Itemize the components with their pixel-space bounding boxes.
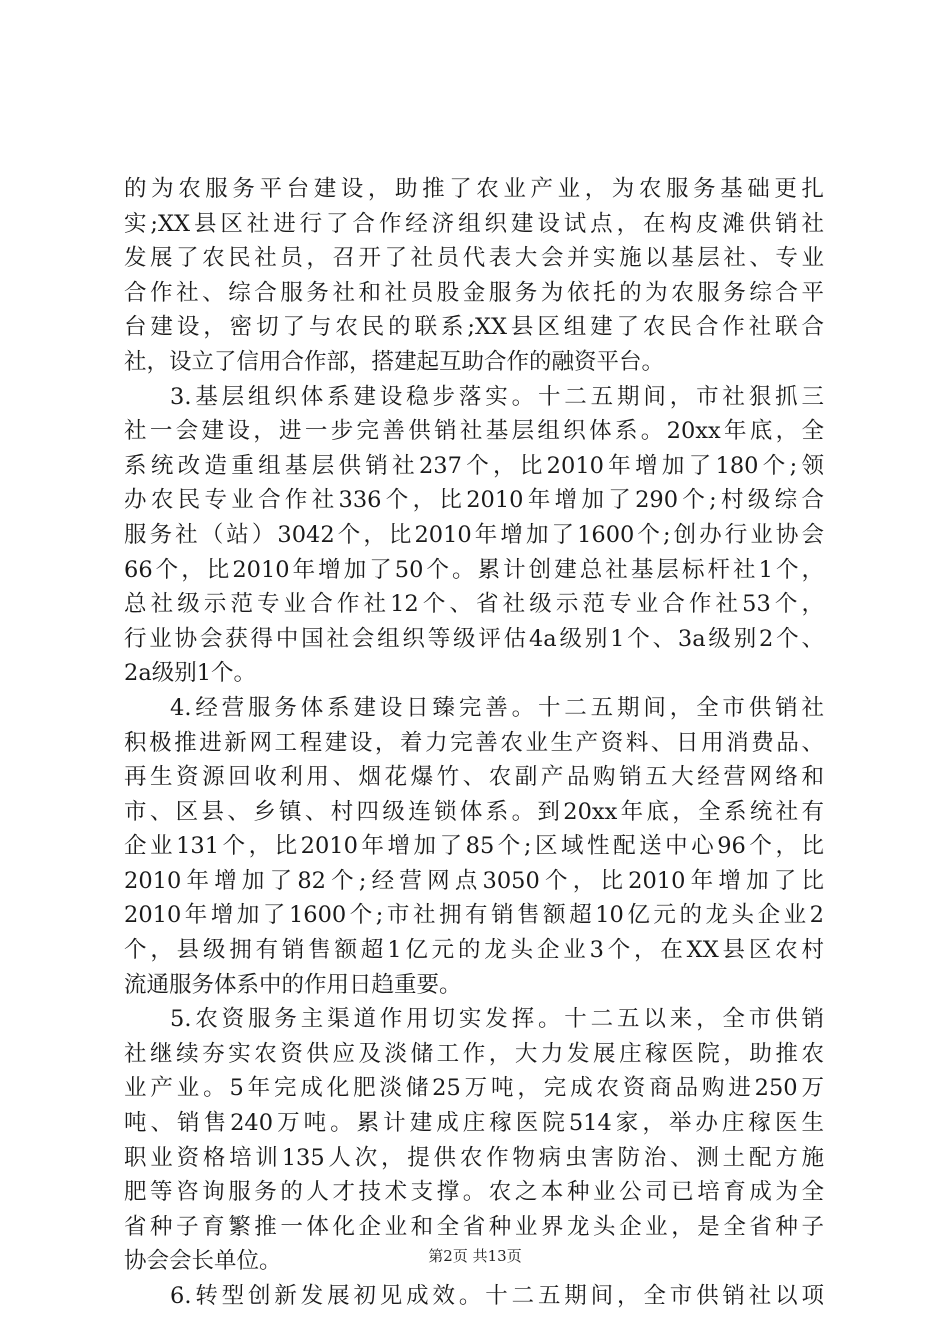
page-footer: 第2页 共13页 [428,1247,522,1265]
text-line: 社，设立了信用合作部，搭建起互助合作的融资平台。 [124,348,665,375]
text-line: 4.经营服务体系建设日臻完善。十二五期间，全市供销社 [170,694,824,721]
text-line: 66个，比2010年增加了50个。累计创建总社基层标杆社1个， [124,556,824,583]
text-line: 积极推进新网工程建设，着力完善农业生产资料、日用消费品、 [124,729,824,756]
text-line: 行业协会获得中国社会组织等级评估4a级别1个、3a级别2个、 [124,625,824,652]
text-line: 社一会建设，进一步完善供销社基层组织体系。20xx年底，全 [124,418,824,445]
text-line: 办农民专业合作社336个，比2010年增加了290个;村级综合 [124,487,824,514]
text-line: 市、区县、乡镇、村四级连锁体系。到20xx年底，全系统社有 [124,798,824,825]
text-line: 个，县级拥有销售额超1亿元的龙头企业3个，在XX县区农村 [124,937,824,964]
text-line: 2010年增加了82个;经营网点3050个，比2010年增加了比 [124,867,824,894]
text-line: 系统改造重组基层供销社237个，比2010年增加了180个;领 [124,452,824,479]
text-line: 3.基层组织体系建设稳步落实。十二五期间，市社狠抓三 [170,383,824,410]
text-line: 2a级别1个。 [124,660,257,687]
text-line: 的为农服务平台建设，助推了农业产业，为农服务基础更扎 [124,176,824,202]
text-line: 发展了农民社员，召开了社员代表大会并实施以基层社、专业 [124,245,824,272]
text-line: 5.农资服务主渠道作用切实发挥。十二五以来，全市供销 [170,1006,824,1033]
text-line: 台建设，密切了与农民的联系;XX县区组建了农民合作社联合 [124,314,824,341]
text-line: 流通服务体系中的作用日趋重要。 [124,971,462,998]
text-line: 服务社（站）3042个，比2010年增加了1600个;创办行业协会 [124,521,824,548]
text-line: 吨、销售240万吨。累计建成庄稼医院514家，举办庄稼医生 [124,1110,824,1137]
text-line: 6.转型创新发展初见成效。十二五期间，全市供销社以项 [170,1283,824,1309]
text-line: 实;XX县区社进行了合作经济组织建设试点，在构皮滩供销社 [124,210,824,237]
text-line: 肥等咨询服务的人才技术支撑。农之本种业公司已培育成为全 [124,1179,824,1206]
text-line: 社继续夯实农资供应及淡储工作，大力发展庄稼医院，助推农 [124,1040,824,1067]
body-text [124,172,824,1314]
text-line: 职业资格培训135人次，提供农作物病虫害防治、测土配方施 [124,1144,824,1171]
text-line: 企业131个，比2010年增加了85个;区域性配送中心96个，比 [124,833,824,860]
text-line: 协会会长单位。 [124,1248,282,1275]
text-line: 2010年增加了1600个;市社拥有销售额超10亿元的龙头企业2 [124,902,824,929]
text-line: 总社级示范专业合作社12个、省社级示范专业合作社53个， [124,591,824,618]
text-line: 业产业。5年完成化肥淡储25万吨，完成农资商品购进250万 [124,1075,824,1102]
text-line: 省种子育繁推一体化企业和全省种业界龙头企业，是全省种子 [124,1213,824,1240]
text-line: 再生资源回收利用、烟花爆竹、农副产品购销五大经营网络和 [124,764,824,791]
text-line: 合作社、综合服务社和社员股金服务为依托的为农服务综合平 [124,279,824,306]
